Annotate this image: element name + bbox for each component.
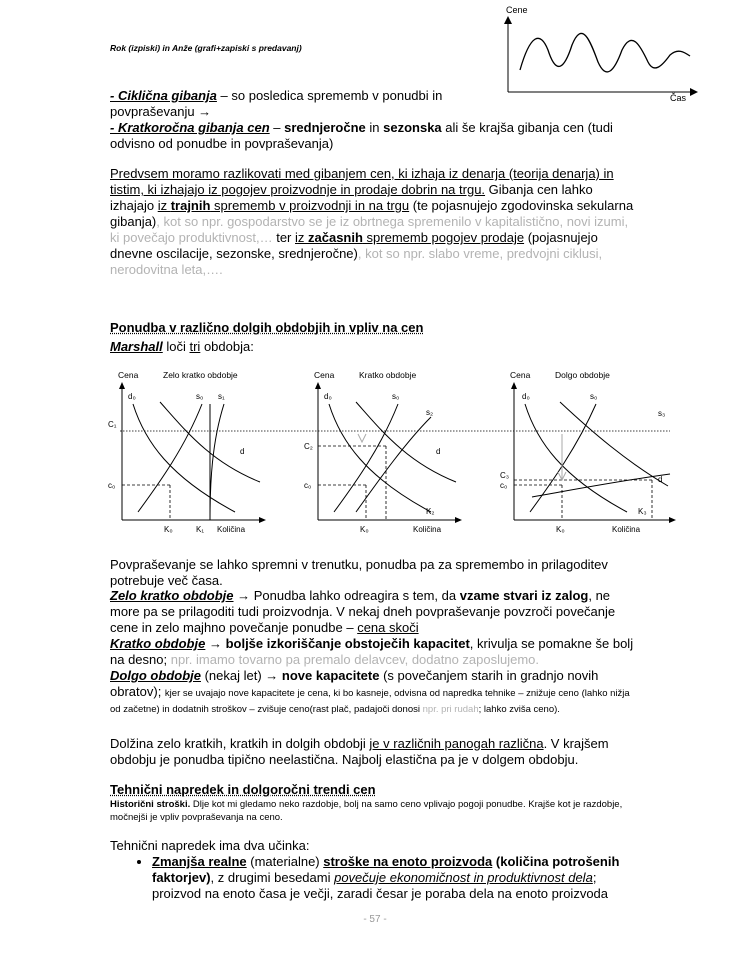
- text: iz: [157, 198, 171, 213]
- chart2-s0: s₀: [392, 392, 400, 401]
- text: cena skoči: [357, 620, 419, 635]
- chart2-k2: K₂: [426, 507, 435, 516]
- bullet-item: [152, 854, 642, 902]
- text: obdobja:: [200, 339, 254, 354]
- marshall-line: [110, 339, 645, 355]
- text: ; lahko zviša ceno).: [478, 704, 560, 715]
- page-number: - 57 -: [363, 914, 387, 925]
- chart-very-short: [108, 370, 266, 534]
- text: in: [365, 120, 384, 135]
- term-long: Dolgo obdobje: [110, 668, 201, 683]
- text: nove kapacitete: [281, 668, 380, 683]
- arrow-icon: →: [198, 104, 212, 119]
- chart1-c1: C₁: [108, 420, 117, 429]
- text: (nekaj let) →: [200, 668, 282, 683]
- chart2-ylabel: Cena: [314, 370, 335, 380]
- chart1-s0: s₀: [196, 392, 204, 401]
- text: tri: [189, 339, 201, 354]
- chart3-d0: d₀: [522, 392, 530, 401]
- chart3-k3: K₃: [638, 507, 647, 516]
- chart1-ylabel: Cena: [118, 370, 139, 380]
- text: npr. pri rudah: [422, 704, 479, 715]
- cycle-x-arrow: [690, 88, 698, 96]
- text: sezonska: [383, 120, 442, 135]
- text: , krivulja se pomakne še bolj na desno;: [110, 636, 634, 667]
- text: Marshall: [110, 339, 163, 354]
- text: Dolžina zelo kratkih, kratkih in dolgih obdobji: [110, 736, 370, 751]
- paragraph-historic-costs: [110, 798, 645, 824]
- text: → Ponudba lahko odreagira s tem, da: [233, 588, 460, 603]
- cycle-y-arrow: [504, 16, 512, 24]
- text: vzame stvari iz zalog: [459, 588, 589, 603]
- chart3-k0: K₀: [556, 525, 565, 534]
- cycle-line: [520, 33, 690, 72]
- chart1-xlabel: Količina: [217, 525, 246, 534]
- chart1-s1: s₁: [218, 392, 225, 401]
- text: (materialne): [246, 854, 324, 869]
- text: Zmanjša realne: [152, 854, 247, 869]
- text: (količina potrošenih faktorjev): [152, 854, 620, 885]
- text: . V krajšem obdobju je ponudba tipično neelastična. Najbolj elastična pa je v dolgem obdobju.: [110, 736, 609, 767]
- chart1-k0: K₀: [164, 525, 173, 534]
- chart-short: [304, 370, 462, 534]
- text: je v različnih panogah različna: [369, 736, 544, 751]
- paragraph-periods: [110, 588, 640, 716]
- text: ali še krajša gibanja cen (tudi odvisno od ponudbe in povpraševanja): [110, 120, 613, 151]
- text: Dlje kot mi gledamo neko razdobje, bolj na samo ceno vplivajo pogoji ponudbe. Krajše kot je razdobje, močnejši je vpliv povpraševanja na ceno.: [110, 799, 623, 823]
- text: začasnih: [308, 230, 363, 245]
- text: boljše izkoriščanje obstoječih kapacitet: [225, 636, 470, 651]
- text: –: [269, 120, 285, 135]
- chart1-d: d: [240, 447, 245, 456]
- chart2-title: Kratko obdobje: [359, 370, 417, 380]
- supply-charts: [100, 362, 680, 540]
- chart3-c0: c₀: [500, 481, 508, 490]
- chart-long: [500, 370, 676, 534]
- chart1-c0: c₀: [108, 481, 116, 490]
- text: sprememb v proizvodnji in na trgu: [210, 198, 410, 213]
- chart2-d0: d₀: [324, 392, 332, 401]
- paragraph-cyclic: [110, 88, 480, 120]
- text: (te pojasnujejo zgodovinska sekularna gibanja): [110, 198, 634, 229]
- text: →: [205, 636, 226, 651]
- chart2-k0: K₀: [360, 525, 369, 534]
- text: , kot so npr. gospodarstvo se je iz obrtnega spremenilo v kapitalistično, novi izumi, ki povečajo produktivnost,…: [110, 214, 629, 245]
- term-short: Kratko obdobje: [110, 636, 206, 651]
- chart3-c3: C₃: [500, 471, 510, 480]
- text: , kot so npr. slabo vreme, predvojni ciklusi, nerodovitna leta,….: [110, 246, 603, 277]
- chart3-d: d: [658, 475, 663, 484]
- text: ter: [272, 230, 295, 245]
- paragraph-price-movements: [110, 166, 640, 278]
- cycle-x-label: Čas: [670, 93, 687, 103]
- text: povečuje ekonomičnost in produktivnost dela: [334, 870, 593, 885]
- paragraph-demand-supply: Povpraševanje se lahko spremni v trenutku, ponudba pa za spremembo in prilagoditev potrebuje več časa.: [110, 557, 608, 588]
- text: trajnih: [170, 198, 211, 213]
- chart1-title: Zelo kratko obdobje: [163, 370, 238, 380]
- chart3-s0: s₀: [590, 392, 598, 401]
- text: Predvsem moramo razlikovati med gibanjem cen, ki izhaja iz denarja (teorija denarja) in tistim, ki izhajajo iz pogojev proizvodnje in prodaje dobrin na trgu.: [110, 166, 614, 197]
- paragraph-two-effects: Tehnični napredek ima dva učinka:: [110, 838, 310, 853]
- text: Historični stroški.: [110, 799, 191, 810]
- text: , ne more pa se prilagoditi tudi proizvodnja. V nekaj dneh povpraševanje povzroči povečanje cene in zelo majhno povečanje ponudbe –: [110, 588, 616, 635]
- page-header: Rok (izpiski) in Anže (grafi+zapiski s predavanj): [110, 43, 302, 53]
- text: , z drugimi besedami: [210, 870, 335, 885]
- chart2-c0: c₀: [304, 481, 312, 490]
- text: loči: [162, 339, 190, 354]
- cycle-y-label: Cene: [506, 5, 528, 15]
- chart2-xlabel: Količina: [413, 525, 442, 534]
- text: – so posledica sprememb v ponudbi in povpraševanju: [110, 88, 443, 119]
- text: srednjeročne: [284, 120, 366, 135]
- chart2-s2: s₂: [426, 408, 434, 417]
- paragraph-short-term: [110, 120, 645, 152]
- paragraph-length: [110, 736, 640, 768]
- chart1-d0: d₀: [128, 392, 136, 401]
- text: (s povečanjem starih in gradnjo novih obratov);: [110, 668, 599, 699]
- text: kjer se uvajajo nove kapacitete je cena, ki bo kasneje, odvisna od napredka tehnike – znižuje ceno (lahko nižja od začetne) in dodatnih stroškov – zvišuje ceno(rast plač, padajoči donosi: [110, 688, 630, 715]
- text: iz: [295, 230, 308, 245]
- text: npr. imamo tovarno pa premalo delavcev, dodatno zaposlujemo.: [170, 652, 540, 667]
- bullet-list: [132, 854, 642, 902]
- chart1-k1: K₁: [196, 525, 205, 534]
- chart3-title: Dolgo obdobje: [555, 370, 610, 380]
- cycle-chart: [490, 0, 710, 115]
- chart3-xlabel: Količina: [612, 525, 641, 534]
- section-title-tech: Tehnični napredek in dolgoročni trendi cen: [110, 782, 376, 797]
- text: sprememb pogojev prodaje: [362, 230, 525, 245]
- chart3-ylabel: Cena: [510, 370, 531, 380]
- chart2-d: d: [436, 447, 441, 456]
- chart3-s3: s₃: [658, 409, 666, 418]
- text: (pojasnujejo dnevne oscilacije, sezonske, srednjeročne): [110, 230, 598, 261]
- section-title-supply: Ponudba v različno dolgih obdobjih in vpliv na cen: [110, 320, 424, 335]
- term-ciklicna: - Ciklična gibanja: [110, 88, 217, 103]
- text: stroške na enoto proizvoda: [323, 854, 493, 869]
- text: Gibanja cen lahko izhajajo: [110, 182, 593, 213]
- term-very-short: Zelo kratko obdobje: [110, 588, 234, 603]
- text: ; proizvod na enoto časa je večji, zaradi česar je poraba dela na enoto proizvoda: [152, 870, 609, 901]
- term-kratkorocna: - Kratkoročna gibanja cen: [110, 120, 270, 135]
- chart2-c2: C₂: [304, 442, 313, 451]
